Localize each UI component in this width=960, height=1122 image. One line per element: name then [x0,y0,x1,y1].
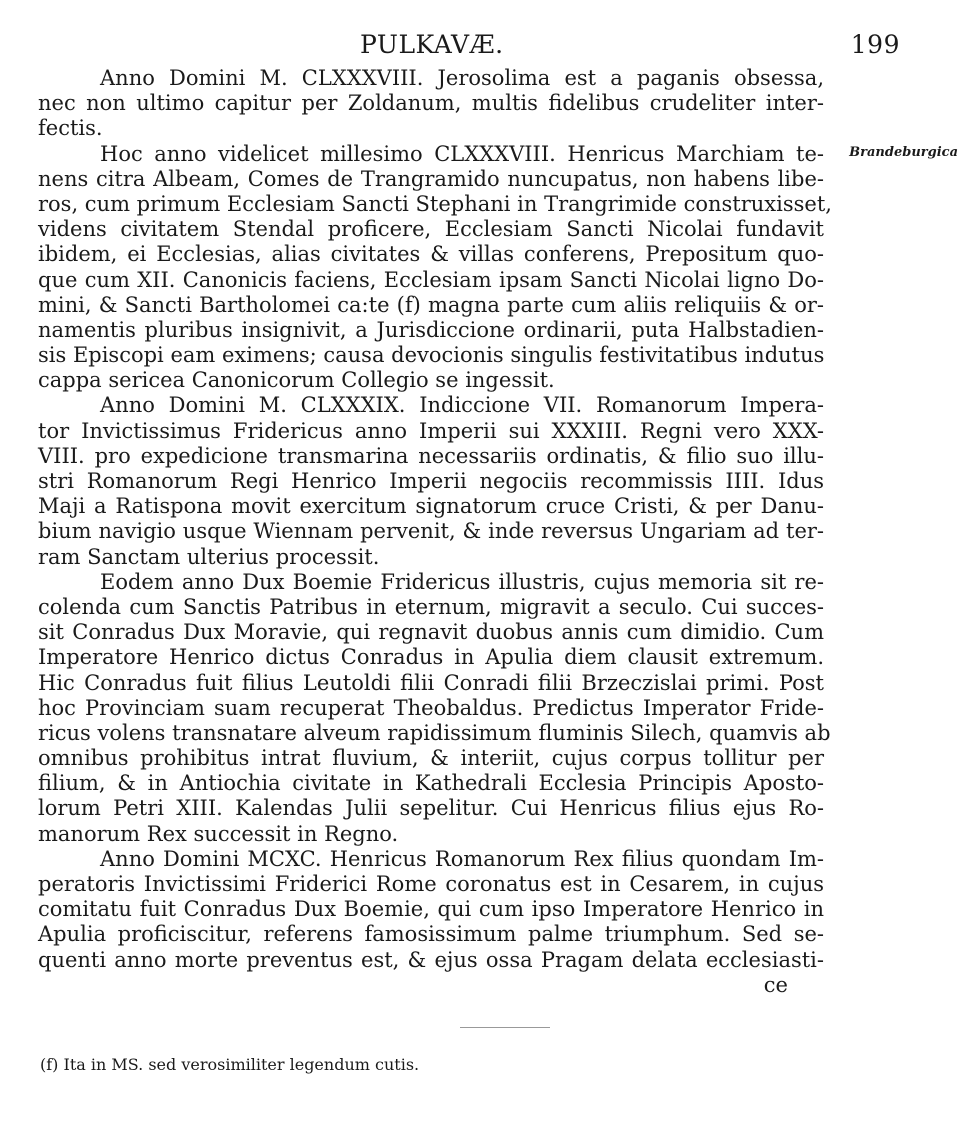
text-line: Hic Conradus fuit filius Leutoldi filii Conradi filii Brzeczislai primi. Post [38,670,824,695]
text-line: que cum XII. Canonicis faciens, Ecclesiam ipsam Sancti Nicolai ligno Do- [38,267,824,292]
text-line: nens citra Albeam, Comes de Trangramido nuncupatus, non habens libe- [38,166,824,191]
footnote: (f) Ita in MS. sed verosimiliter legendum cutis. [40,1055,420,1074]
text-line: nec non ultimo capitur per Zoldanum, multis fidelibus crudeliter inter- [38,91,824,116]
text-line: fectis. [38,116,103,141]
text-line: bium navigio usque Wiennam pervenit, & inde reversus Ungariam ad ter- [38,519,824,544]
text-line: VIII. pro expedicione transmarina necessariis ordinatis, & filio suo illu- [38,443,824,468]
page-number: 199 [850,30,900,59]
footnote-rule [460,1027,550,1028]
text-line: quenti anno morte preventus est, & ejus ossa Pragam delata ecclesiasti- [38,947,824,972]
text-line: Hoc anno videlicet millesimo CLXXXVIII. Henricus Marchiam te- [100,141,824,166]
text-line: hoc Provinciam suam recuperat Theobaldus. Predictus Imperator Fride- [38,695,824,720]
text-line: omnibus prohibitus intrat fluvium, & interiit, cujus corpus tollitur per [38,746,824,771]
running-head: PULKAVÆ. [360,30,504,59]
text-line: colenda cum Sanctis Patribus in eternum, migravit a seculo. Cui succes- [38,594,824,619]
text-line: Anno Domini MCXC. Henricus Romanorum Rex filius quondam Im- [100,846,824,871]
margin-note: Brandeburgica [849,145,958,160]
text-line: ram Sanctam ulterius processit. [38,544,380,569]
text-line: Apulia proficiscitur, referens famosissimum palme triumphum. Sed se- [38,922,824,947]
text-line: sis Episcopi eam eximens; causa devocionis singulis festivitatibus indutus [38,343,825,368]
text-line: filium, & in Antiochia civitate in Kathedrali Ecclesia Principis Aposto- [38,771,824,796]
text-line: ibidem, ei Ecclesias, alias civitates & villas conferens, Prepositum quo- [38,242,824,267]
text-line: namentis pluribus insignivit, a Jurisdiccione ordinarii, puta Halbstadien- [38,317,824,342]
text-line: Imperatore Henrico dictus Conradus in Apulia diem clausit extremum. [38,645,824,670]
text-line: sit Conradus Dux Moravie, qui regnavit duobus annis cum dimidio. Cum [38,620,824,645]
text-line: manorum Rex successit in Regno. [38,821,399,846]
text-line: Anno Domini M. CLXXXVIII. Jerosolima est a paganis obsessa, [100,66,824,90]
text-line: Eodem anno Dux Boemie Fridericus illustris, cujus memoria sit re- [100,569,824,594]
text-line: ce [763,972,788,997]
body-text [38,66,832,998]
text-line: peratoris Invictissimi Friderici Rome coronatus est in Cesarem, in cujus [38,872,824,896]
text-line: videns civitatem Stendal proficere, Ecclesiam Sancti Nicolai fundavit [38,217,824,242]
text-line: comitatu fuit Conradus Dux Boemie, qui cum ipso Imperatore Henrico in [38,897,824,922]
text-line: Anno Domini M. CLXXXIX. Indiccione VII. Romanorum Impera- [100,393,824,418]
text-line: ricus volens transnatare alveum rapidissimum fluminis Silech, quamvis ab [38,720,831,745]
text-line: ros, cum primum Ecclesiam Sancti Stephani in Trangrimide construxisset, [38,191,832,216]
text-line: stri Romanorum Regi Henrico Imperii negociis recommissis IIII. Idus [38,469,824,493]
text-line: tor Invictissimus Fridericus anno Imperii sui XXXIII. Regni vero XXX- [38,418,824,443]
text-line: mini, & Sancti Bartholomei ca:te (f) magna parte cum aliis reliquiis & or- [38,292,824,317]
page-header [360,30,900,64]
text-line: cappa sericea Canonicorum Collegio se ingessit. [38,368,555,393]
text-line: lorum Petri XIII. Kalendas Julii sepelitur. Cui Henricus filius ejus Ro- [38,796,824,821]
text-line: Maji a Ratispona movit exercitum signatorum cruce Cristi, & per Danu- [38,494,824,519]
